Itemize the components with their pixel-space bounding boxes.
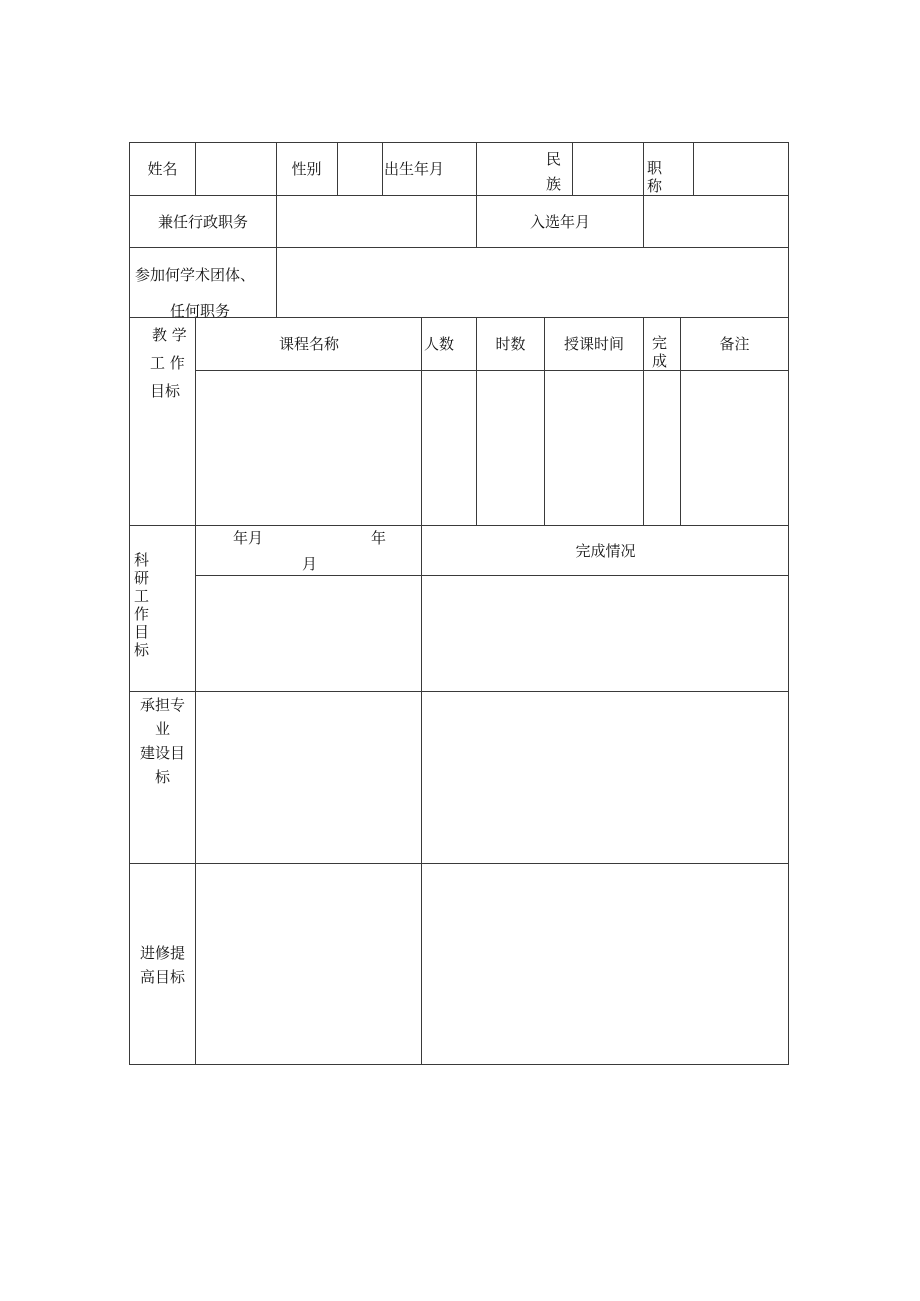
study-label-line2: 高目标 [139, 968, 185, 986]
remarks-header: 备注 [719, 335, 750, 353]
rule-research-bottom [129, 691, 789, 692]
completed-header-line2: 成 [652, 352, 668, 370]
rule-row1-c [337, 142, 338, 196]
rule-right [788, 142, 789, 1065]
rule-row1-d [382, 142, 383, 196]
rule-top [129, 142, 789, 143]
teaching-label-line1: 教 学 [152, 326, 187, 344]
teaching-time-header: 授课时间 [563, 335, 624, 353]
rule-bottom [129, 1064, 789, 1065]
completed-header-line1: 完 [652, 334, 668, 352]
hours-header: 时数 [495, 335, 526, 353]
major-label-line3: 建设目 [139, 744, 185, 762]
rule-row1-bottom [129, 195, 789, 196]
major-label-line4: 标 [154, 768, 170, 786]
study-label-line1: 进修提 [139, 944, 185, 962]
rule-teaching-bottom [129, 525, 789, 526]
research-date-end-month: 月 [302, 555, 318, 573]
birth-date-label: 出生年月 [384, 160, 445, 178]
rule-major-bottom [129, 863, 789, 864]
research-label-char-4: 作 [134, 605, 150, 623]
gender-label: 性别 [291, 160, 322, 178]
rule-row1-h [693, 142, 694, 196]
research-date-end-year: 年 [371, 529, 387, 547]
rule-row2-bottom [129, 247, 789, 248]
ethnicity-label-line2: 族 [546, 175, 562, 193]
students-header: 人数 [424, 335, 455, 353]
rule-research-header-bottom [196, 575, 789, 576]
research-label-char-2: 研 [134, 569, 150, 587]
selected-date-label: 入选年月 [529, 213, 590, 231]
teaching-label-line3: 目标 [150, 382, 181, 400]
job-title-label-line1: 职 [647, 159, 663, 177]
teaching-label-line2: 工 作 [150, 354, 185, 372]
research-label-char-5: 目 [134, 623, 150, 641]
research-label-char-1: 科 [134, 551, 150, 569]
rule-teaching-header-bottom [196, 370, 789, 371]
job-title-label-line2: 称 [647, 177, 663, 195]
academic-label-line2: 任何职务 [170, 302, 231, 320]
course-name-header: 课程名称 [278, 335, 339, 353]
major-label-line2: 业 [154, 720, 170, 738]
rule-left [129, 142, 130, 1065]
rule-row1-f [572, 142, 573, 196]
ethnicity-label-line1: 民 [546, 150, 562, 168]
academic-label-line1: 参加何学术团体、 [135, 266, 256, 284]
research-label-char-6: 标 [134, 641, 150, 659]
major-label-line1: 承担专 [139, 696, 185, 714]
rule-middle [421, 317, 422, 1065]
name-label: 姓名 [147, 160, 178, 178]
research-label-char-3: 工 [134, 587, 150, 605]
research-date-start: 年月 [233, 529, 264, 547]
admin-post-label: 兼任行政职务 [157, 213, 248, 231]
completion-header: 完成情况 [575, 542, 636, 560]
